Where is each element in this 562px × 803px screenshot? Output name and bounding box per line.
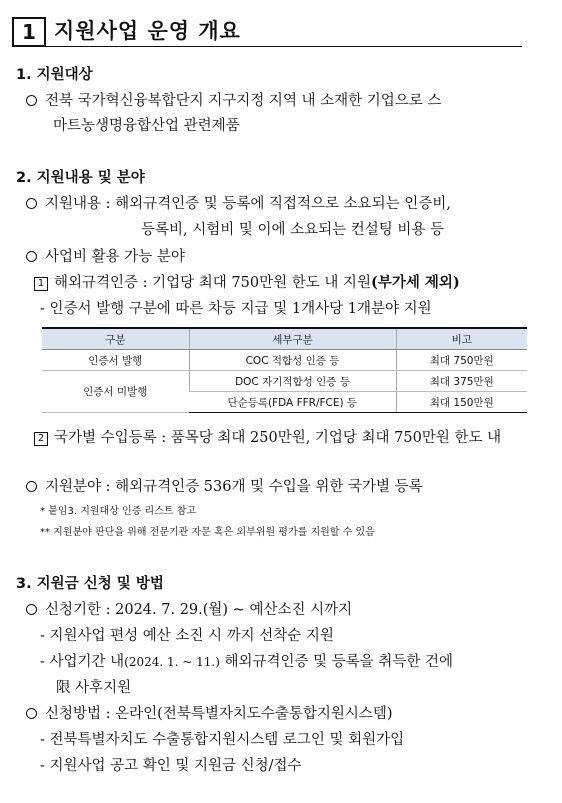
s2-item2-line bbox=[34, 426, 501, 447]
s2-note2: ** 지원분야 판단을 위해 전문기관 자문 혹은 외부위원 평가를 지원할 수 있음 bbox=[40, 527, 375, 538]
s2-item1-text: 해외규격인증 : 기업당 최대 750만원 한도 내 지원 bbox=[54, 275, 371, 291]
circle-bullet-icon bbox=[26, 198, 37, 209]
circle-bullet-icon bbox=[26, 251, 37, 262]
section-1-title: 1. 지원대상 bbox=[16, 67, 93, 83]
s3-deadline-sub2 bbox=[40, 650, 453, 671]
circle-bullet-icon bbox=[26, 708, 37, 719]
s1-bullet-line bbox=[26, 89, 441, 110]
s3-method-line bbox=[26, 702, 393, 723]
s2-item1-bold: (부가세 제외) bbox=[370, 274, 460, 291]
s1-line1: 전북 국가혁신융복합단지 지구지정 지역 내 소재한 기업으로 스 bbox=[45, 93, 442, 109]
circle-bullet-icon bbox=[26, 604, 37, 615]
s3-deadline-sub2-b: 해외규격인증 및 등록을 취득한 건에 bbox=[219, 654, 454, 670]
table-cell: 최대 750만원 bbox=[396, 350, 527, 371]
s2-item1-line bbox=[34, 271, 460, 292]
circle-bullet-icon bbox=[26, 95, 37, 106]
section-3-title: 3. 지원금 신청 및 방법 bbox=[16, 576, 164, 592]
table-cell: 최대 150만원 bbox=[396, 392, 527, 413]
table-cell: DOC 자기적합성 인증 등 bbox=[189, 371, 396, 392]
s2-field-line bbox=[26, 475, 423, 496]
s2-item2-text: 국가별 수입등록 : 품목당 최대 250만원, 기업당 최대 750만원 한도 내 bbox=[54, 430, 502, 446]
support-table bbox=[42, 327, 527, 413]
table-header-row bbox=[42, 328, 527, 350]
table-cell: 인증서 미발행 bbox=[42, 371, 189, 413]
s3-deadline-line bbox=[26, 598, 352, 619]
s2-field: 지원분야 : 해외규격인증 536개 및 수입을 위한 국가별 등록 bbox=[45, 479, 423, 495]
table-header-cell: 구분 bbox=[42, 328, 189, 350]
s2-usage-line bbox=[26, 245, 185, 266]
s2-item1-sub: - 인증서 발행 구분에 따른 차등 지급 및 1개사당 1개분야 지원 bbox=[40, 301, 432, 317]
table-cell: 최대 375만원 bbox=[396, 371, 527, 392]
table-header-cell: 비고 bbox=[396, 328, 527, 350]
s3-deadline: 신청기한 : 2024. 7. 29.(월) ~ 예산소진 시까지 bbox=[45, 602, 353, 618]
table-header-cell: 세부구분 bbox=[189, 328, 396, 350]
item-number-box: 2 bbox=[34, 432, 48, 446]
title-rule bbox=[46, 46, 522, 47]
s3-deadline-sub2-small: (2024. 1. ~ 11.) bbox=[124, 655, 220, 669]
table-cell: 인증서 발행 bbox=[42, 350, 189, 371]
page-title: 지원사업 운영 개요 bbox=[54, 19, 241, 43]
s3-method: 신청방법 : 온라인(전북특별자치도수출통합지원시스템) bbox=[45, 706, 393, 722]
table-cell: 단순등록(FDA FFR/FCE) 등 bbox=[189, 392, 396, 413]
table-row bbox=[42, 350, 527, 371]
s3-deadline-sub1: - 지원사업 편성 예산 소진 시 까지 선착순 지원 bbox=[40, 628, 334, 644]
s2-note1: * 붙임3. 지원대상 인증 리스트 참고 bbox=[40, 506, 197, 517]
s2-usage: 사업비 활용 가능 분야 bbox=[45, 249, 185, 265]
section-number-box: 1 bbox=[12, 17, 46, 47]
table-row bbox=[42, 371, 527, 392]
s1-line2: 마트농생명융합산업 관련제품 bbox=[53, 118, 240, 134]
s2-content-line2: 등록비, 시험비 및 이에 소요되는 컨설팅 비용 등 bbox=[141, 222, 445, 238]
s3-method-sub2: - 지원사업 공고 확인 및 지원금 신청/접수 bbox=[40, 758, 302, 774]
table-cell: COC 적합성 인증 등 bbox=[189, 350, 396, 371]
item-number-box: 1 bbox=[34, 277, 48, 291]
circle-bullet-icon bbox=[26, 481, 37, 492]
s3-deadline-sub2-line2: 限 사후지원 bbox=[56, 680, 132, 696]
s2-content-line1: 지원내용 : 해외규격인증 및 등록에 직접적으로 소요되는 인증비, bbox=[45, 196, 451, 212]
s3-method-sub1: - 전북특별자치도 수출통합지원시스템 로그인 및 회원가입 bbox=[40, 732, 405, 748]
s2-content-line bbox=[26, 192, 451, 213]
s3-deadline-sub2-a: - 사업기간 내 bbox=[40, 654, 125, 670]
section-2-title: 2. 지원내용 및 분야 bbox=[16, 170, 145, 186]
